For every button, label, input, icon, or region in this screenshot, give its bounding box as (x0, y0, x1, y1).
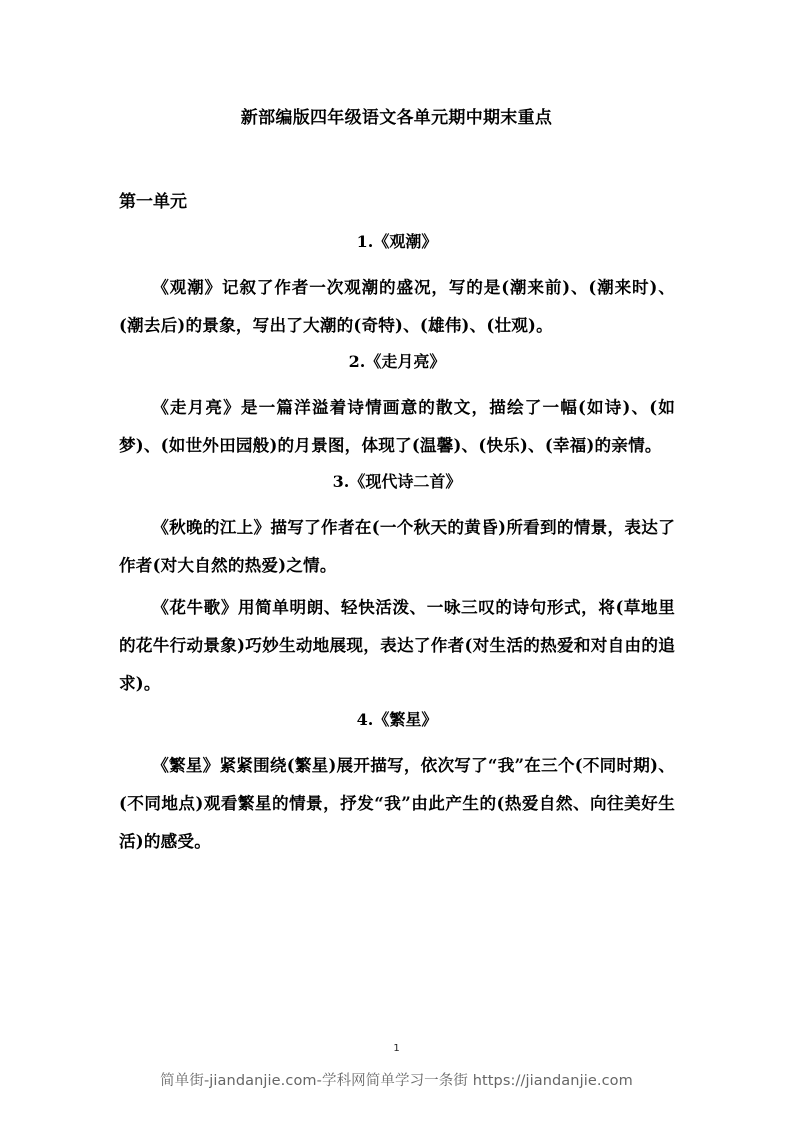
lesson-section-3 (119, 468, 675, 702)
document-body (119, 228, 675, 860)
document-title: 新部编版四年级语文各单元期中期末重点 (240, 108, 553, 128)
lesson-title: 2.《走月亮》 (348, 352, 446, 371)
lesson-section-2 (119, 348, 675, 464)
lesson-paragraph: 《花牛歌》用简单明朗、轻快活泼、一咏三叹的诗句形式，将(草地里的花牛行动景象)巧妙生动地展现，表达了作者(对生活的热爱和对自由的追求)。 (119, 597, 675, 693)
unit-heading: 第一单元 (119, 192, 187, 212)
lesson-title: 1.《观潮》 (356, 232, 438, 251)
lesson-title: 4.《繁星》 (356, 710, 438, 729)
page-number: 1 (393, 1043, 400, 1054)
lesson-section-1 (119, 228, 675, 344)
lesson-section-4 (119, 706, 675, 860)
lesson-paragraph: 《观潮》记叙了作者一次观潮的盛况，写的是(潮来前)、(潮来时)、(潮去后)的景象，写出了大潮的(奇特)、(雄伟)、(壮观)。 (119, 277, 675, 335)
lesson-paragraph: 《走月亮》是一篇洋溢着诗情画意的散文，描绘了一幅(如诗)、(如梦)、(如世外田园般)的月景图，体现了(温馨)、(快乐)、(幸福)的亲情。 (119, 397, 675, 455)
lesson-paragraph: 《秋晚的江上》描写了作者在(一个秋天的黄昏)所看到的情景，表达了作者(对大自然的热爱)之情。 (119, 517, 675, 575)
lesson-paragraph: 《繁星》紧紧围绕(繁星)展开描写，依次写了“我”在三个(不同时期)、(不同地点)观看繁星的情景，抒发“我”由此产生的(热爱自然、向往美好生活)的感受。 (119, 755, 675, 851)
lesson-title: 3.《现代诗二首》 (332, 472, 462, 491)
footer-watermark: 简单街-jiandanjie.com-学科网简单学习一条街 https://jiandanjie.com (160, 1073, 633, 1089)
